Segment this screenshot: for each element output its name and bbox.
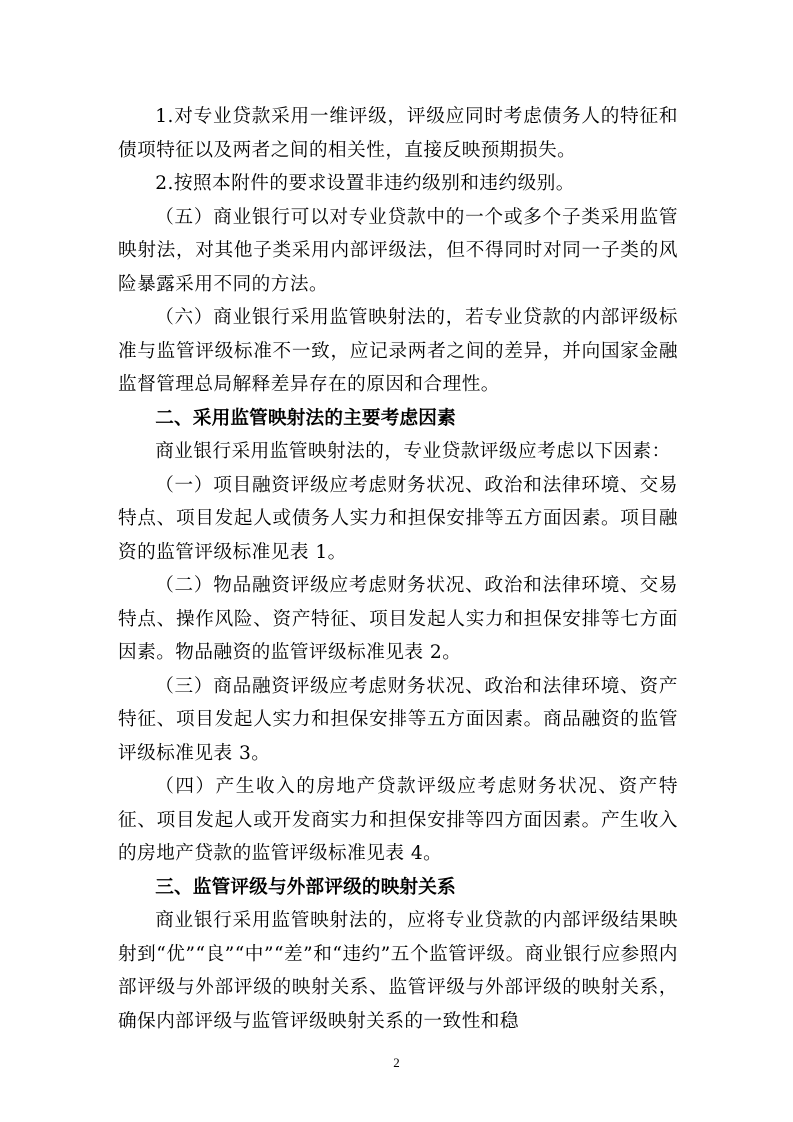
page-number: 2 (393, 1055, 400, 1070)
paragraph-section-5: （五）商业银行可以对专业贷款中的一个或多个子类采用监管映射法，对其他子类采用内部评级法，但不得同时对同一子类的风险暴露采用不同的方法。 (118, 206, 678, 295)
paragraph-project-finance: （一）项目融资评级应考虑财务状况、政治和法律环境、交易特点、项目发起人或债务人实力和担保安排等五方面因素。项目融资的监管评级标准见表 1。 (118, 474, 678, 563)
paragraph-item-2: 2.按照本附件的要求设置非违约级别和违约级别。 (155, 173, 575, 194)
paragraph-intro-factors: 商业银行采用监管映射法的，专业贷款评级应考虑以下因素： (155, 441, 671, 462)
paragraph-commodity-finance: （三）商品融资评级应考虑财务状况、政治和法律环境、资产特征、项目发起人实力和担保安排等五方面因素。商品融资的监管评级标准见表 3。 (118, 675, 678, 764)
paragraph-item-1: 1.对专业贷款采用一维评级，评级应同时考虑债务人的特征和债项特征以及两者之间的相关性，直接反映预期损失。 (118, 106, 678, 161)
section-heading-2: 二、采用监管映射法的主要考虑因素 (155, 407, 456, 429)
paragraph-mapping: 商业银行采用监管映射法的，应将专业贷款的内部评级结果映射到“优”“良”“中”“差”和“违约”五个监管评级。商业银行应参照内部评级与外部评级的映射关系、监管评级与外部评级的映射关系，确保内部评级与监管评级映射关系的一致性和稳 (118, 910, 678, 1032)
paragraph-income-real-estate: （四）产生收入的房地产贷款评级应考虑财务状况、资产特征、项目发起人或开发商实力和担保安排等四方面因素。产生收入的房地产贷款的监管评级标准见表 4。 (118, 776, 678, 864)
paragraph-section-6: （六）商业银行采用监管映射法的，若专业贷款的内部评级标准与监管评级标准不一致，应记录两者之间的差异，并向国家金融监督管理总局解释差异存在的原因和合理性。 (118, 307, 678, 395)
paragraph-object-finance: （二）物品融资评级应考虑财务状况、政治和法律环境、交易特点、操作风险、资产特征、项目发起人实力和担保安排等七方面因素。物品融资的监管评级标准见表 2。 (118, 575, 678, 663)
section-heading-3: 三、监管评级与外部评级的映射关系 (155, 876, 456, 898)
document-body (118, 100, 678, 1038)
